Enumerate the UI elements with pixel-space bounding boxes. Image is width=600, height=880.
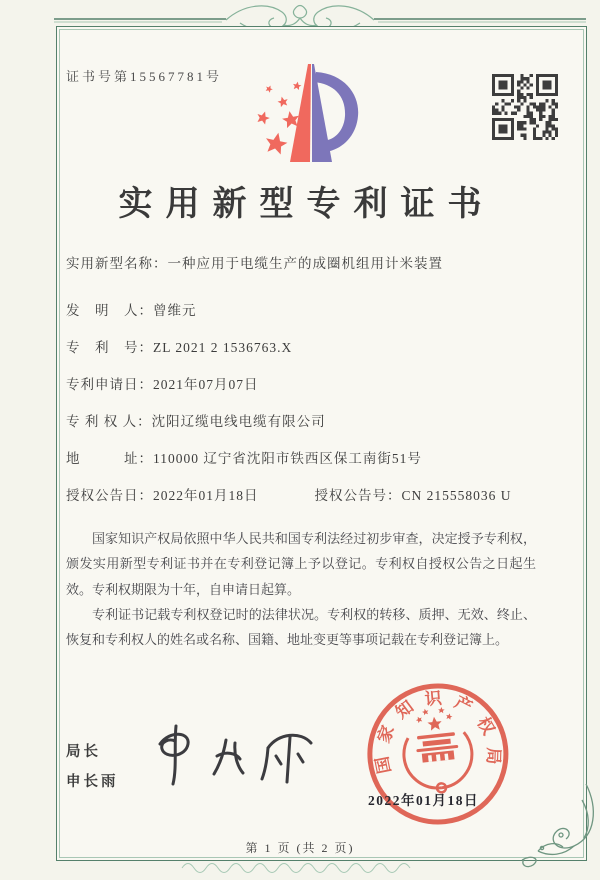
field-value: CN 215558036 U xyxy=(401,488,512,503)
field-label: 专 利 号： xyxy=(66,340,153,355)
field-label: 地 址： xyxy=(66,451,153,466)
field-patent-number xyxy=(66,336,540,356)
legal-paragraph-1: 国家知识产权局依照中华人民共和国专利法经过初步审查，决定授予专利权，颁发实用新型专利证书并在专利登记簿上予以登记。专利权自授权公告之日起生效。专利权期限为十年，自申请日起算。 xyxy=(66,531,536,597)
field-label: 专 利 权 人： xyxy=(66,414,152,429)
certificate-number: 证书号第15567781号 xyxy=(66,69,223,84)
legal-paragraph-2: 专利证书记载专利权登记时的法律状况。专利权的转移、质押、无效、终止、恢复和专利权人的姓名或名称、国籍、地址变更等事项记载在专利登记簿上。 xyxy=(66,607,536,648)
seal-text-curved: 国家知识产权局 xyxy=(372,688,504,776)
field-label: 授权公告号： xyxy=(314,488,402,503)
field-value: 一种应用于电缆生产的成圈机组用计米装置 xyxy=(167,256,443,271)
field-label: 授权公告日： xyxy=(66,488,153,503)
signatory-name: 申长雨 xyxy=(66,774,119,790)
seal-date: 2022年01月18日 xyxy=(368,793,479,808)
field-list xyxy=(66,252,540,521)
field-inventor xyxy=(66,299,540,319)
official-red-seal xyxy=(348,668,528,842)
field-grant-date xyxy=(66,484,259,504)
field-label: 专利申请日： xyxy=(66,377,153,392)
field-utility-model-name xyxy=(66,252,540,272)
cnipa-logo-icon xyxy=(246,56,364,166)
field-value: 沈阳辽缆电线电缆有限公司 xyxy=(151,414,326,429)
field-value: ZL 2021 2 1536763.X xyxy=(153,340,293,355)
field-patentee xyxy=(66,410,540,430)
field-application-date xyxy=(66,373,540,393)
field-grant-row xyxy=(66,484,540,504)
national-emblem-icon xyxy=(399,704,476,796)
field-address xyxy=(66,447,540,467)
qr-code-icon xyxy=(492,74,558,140)
field-value: 曾维元 xyxy=(153,303,197,318)
legal-text-block xyxy=(66,526,536,653)
field-label: 发 明 人： xyxy=(66,303,153,318)
field-grant-number xyxy=(315,484,512,504)
signatory-title: 局长 xyxy=(66,744,101,760)
field-value: 110000 辽宁省沈阳市铁西区保工南街51号 xyxy=(153,451,422,466)
field-value: 2022年01月18日 xyxy=(153,488,259,503)
bottom-border-ornament xyxy=(0,852,600,880)
handwritten-signature-icon xyxy=(138,716,338,798)
page-number: 第 1 页 (共 2 页) xyxy=(245,841,355,855)
field-label: 实用新型名称： xyxy=(66,256,168,271)
certificate-title: 实用新型专利证书 xyxy=(118,186,495,223)
field-value: 2021年07月07日 xyxy=(153,377,259,392)
corner-flourish-icon xyxy=(516,778,600,870)
